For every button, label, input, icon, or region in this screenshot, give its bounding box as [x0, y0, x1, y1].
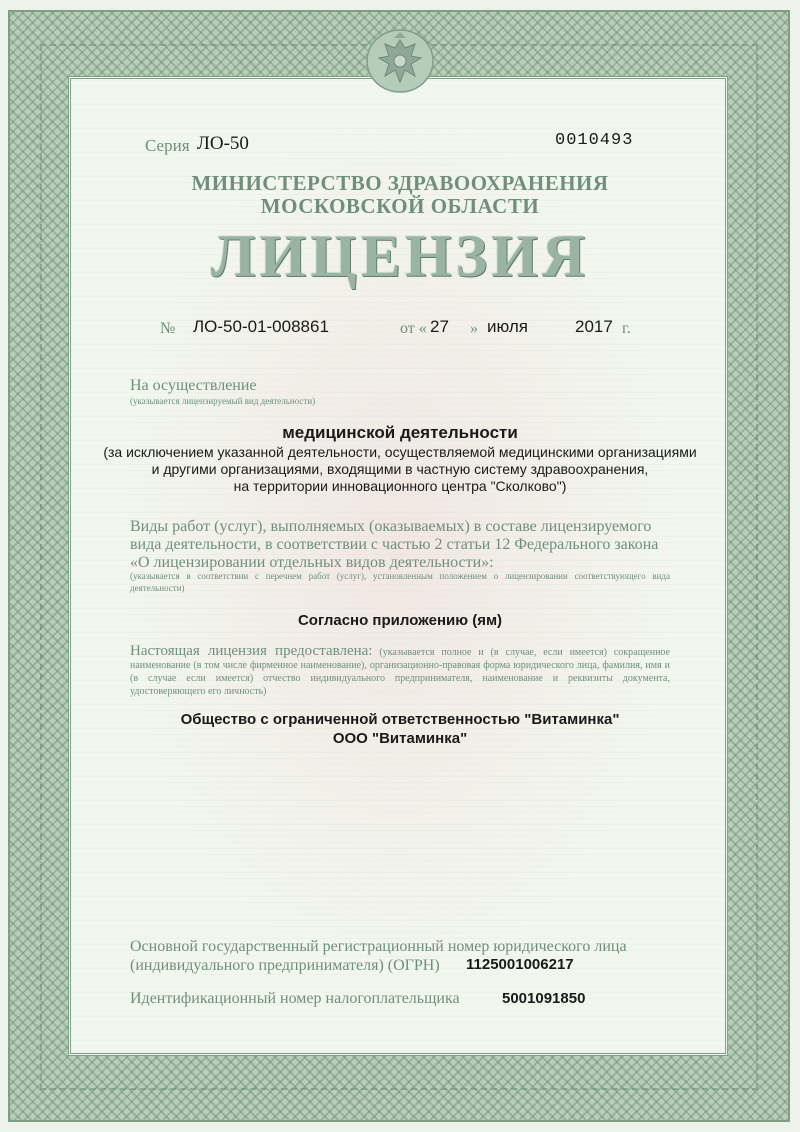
works-intro-line-3: «О лицензировании отдельных видов деятельности»:	[130, 554, 494, 571]
exclusion-line-3: на территории инновационного центра "Сколково")	[233, 478, 567, 494]
activity-main: медицинской деятельности	[282, 423, 518, 442]
works-value: Согласно приложению (ям)	[297, 612, 503, 629]
date-from-label: от «	[400, 320, 427, 337]
date-quote-close: »	[470, 320, 478, 337]
license-number: ЛО-50-01-008861	[193, 317, 329, 336]
ogrn-value: 1125001006217	[466, 956, 574, 973]
date-day: 27	[430, 317, 449, 336]
serial-number: 0010493	[555, 131, 634, 150]
inn-label: Идентификационный номер налогоплательщика	[130, 990, 460, 1007]
activity-label: На осуществление	[130, 377, 257, 394]
exclusion-line-2: и другими организациями, входящими в частную систему здравоохранения,	[151, 461, 649, 477]
document-title: ЛИЦЕНЗИЯ	[210, 223, 590, 289]
exclusion-line-1: (за исключением указанной деятельности, осуществляемой медицинскими организациями	[103, 444, 697, 460]
inn-value: 5001091850	[502, 990, 586, 1007]
ministry-line-1: МИНИСТЕРСТВО ЗДРАВООХРАНЕНИЯ	[191, 171, 609, 195]
works-intro	[130, 518, 670, 572]
date-year-suffix: г.	[622, 320, 631, 337]
works-intro-line-2: вида деятельности, в соответствии с частью 2 статьи 12 Федерального закона	[130, 536, 659, 553]
activity-exclusion	[0, 444, 800, 495]
grantee-label-hint: (указывается полное и (в случае, если имеется) сокращенное наименование (в том числе фирменное наименование), организационно-правовая форма юридического лица, фамилия, имя и (в случае если имеется) отчество индивидуального предпринимателя, наименование и реквизиты документа, удостоверяющего его личность)	[130, 647, 670, 697]
ogrn-label: Основной государственный регистрационный номер юридического лица (индивидуального предпринимателя) (ОГРН)	[130, 938, 627, 974]
grantee-label-main: Настоящая лицензия предоставлена:	[130, 643, 373, 659]
series-value: ЛО-50	[197, 133, 249, 154]
works-hint: (указывается в соответствии с перечнем работ (услуг), установленным положением о лицензировании соответствующего вида деятельности)	[130, 571, 670, 593]
grantee-label	[130, 645, 670, 698]
organization-full-name: Общество с ограниченной ответственностью "Витаминка"	[180, 711, 620, 728]
ministry-name	[0, 172, 800, 218]
organization-short-name: ООО "Витаминка"	[332, 730, 468, 747]
double-headed-eagle-emblem	[365, 28, 435, 94]
date-month: июля	[487, 317, 528, 336]
activity-hint: (указывается лицензируемый вид деятельности)	[130, 396, 316, 406]
date-year: 2017	[575, 317, 613, 336]
works-intro-line-1: Виды работ (услуг), выполняемых (оказываемых) в составе лицензируемого	[130, 518, 652, 535]
number-sign: №	[160, 320, 176, 337]
ministry-line-2: МОСКОВСКОЙ ОБЛАСТИ	[260, 194, 540, 218]
series-label: Серия	[145, 136, 190, 155]
organization-name	[0, 710, 800, 748]
